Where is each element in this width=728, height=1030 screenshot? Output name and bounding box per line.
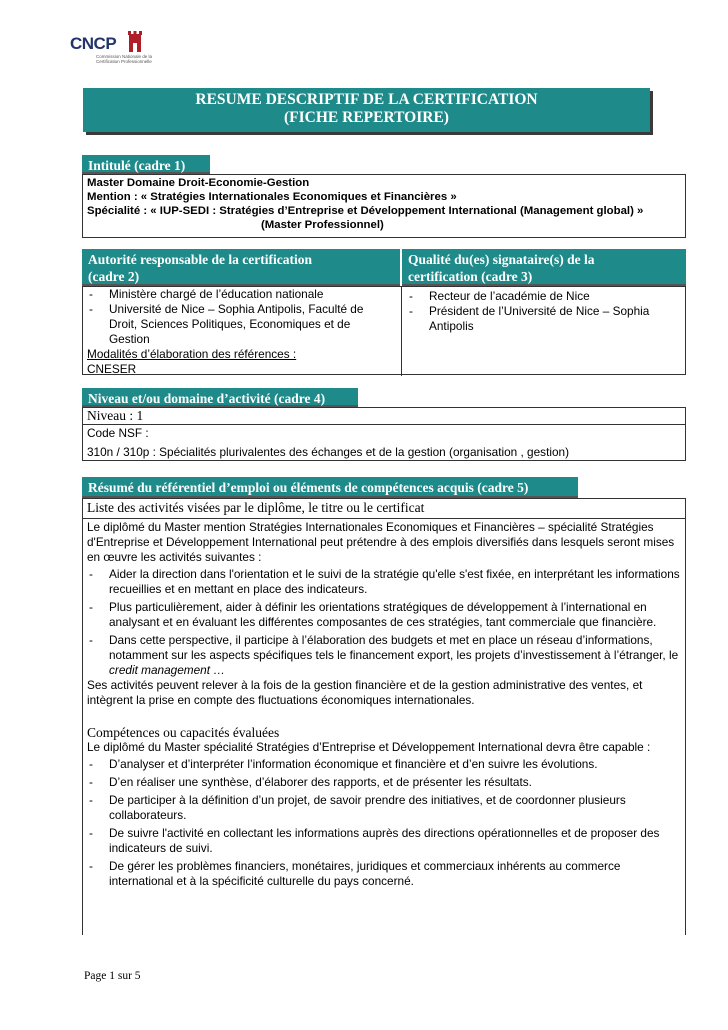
list-item: - Ministère chargé de l’éducation nationale — [87, 287, 393, 302]
cncp-logo — [70, 28, 160, 68]
document-title — [83, 88, 650, 132]
list-item: - Président de l’Université de Nice – Sophia Antipolis — [407, 304, 677, 334]
cadre2-content — [87, 287, 393, 377]
cadre4-content — [82, 407, 686, 461]
code-nsf-value: 310n / 310p : Spécialités plurivalentes des échanges et de la gestion (organisation , gestion) — [87, 445, 570, 459]
list-item: - De participer à la définition d’un projet, de savoir prendre des initiatives, et de coordonner plusieurs collaborateurs. — [87, 793, 681, 823]
activities-heading: Liste des activités visées par le diplôme, le titre ou le certificat — [83, 499, 685, 519]
column-divider — [401, 287, 402, 376]
list-item: - Université de Nice – Sophia Antipolis, Faculté de Droit, Sciences Politiques, Economiques et de Gestion — [87, 302, 393, 347]
cadre1-content — [82, 174, 686, 238]
logo-wordmark: CNCP — [70, 34, 117, 53]
title-line2: (FICHE REPERTOIRE) — [284, 109, 449, 126]
tower-icon — [126, 28, 144, 52]
cadre3-list — [407, 287, 677, 334]
cadre2-header: Autorité responsable de la certification (cadre 2) — [82, 249, 400, 286]
cadre4-header: Niveau et/ou domaine d’activité (cadre 4) — [82, 388, 358, 407]
activities-list — [87, 567, 681, 678]
list-item: - De gérer les problèmes financiers, monétaires, juridiques et commerciaux inhérents au commerce international et à la spécificité culturelle du pays concerné. — [87, 859, 681, 889]
list-item: - Dans cette perspective, il participe à l’élaboration des budgets et met en place un réseau d’informations, notamment sur les aspects spécifiques tels le financement export, les projets d’investissement à l’étranger, le credit management … — [87, 633, 681, 678]
cadre1-line1: Master Domaine Droit-Economie-Gestion — [87, 177, 310, 189]
list-item: - Plus particulièrement, aider à définir les orientations stratégiques de développement à l’international en analysant et en évaluant les différentes composantes de ces stratégies, tant commerciale que financière. — [87, 600, 681, 630]
modalites-value: CNESER — [87, 362, 137, 376]
list-item: - Recteur de l’académie de Nice — [407, 289, 677, 304]
competences-intro: Le diplômé du Master spécialité Stratégies d’Entreprise et Développement International devra être capable : — [87, 740, 651, 754]
competences-heading: Compétences ou capacités évaluées — [87, 725, 280, 740]
cadre5-content — [82, 498, 686, 935]
cadre23-header-row — [82, 249, 686, 286]
niveau: Niveau : 1 — [83, 408, 685, 425]
list-item: - De suivre l'activité en collectant les informations auprès des directions opérationnelles et de proposer des indicateurs de suivi. — [87, 826, 681, 856]
competences-list — [87, 757, 681, 889]
cadre1-line3: Spécialité : « IUP-SEDI : Stratégies d’Entreprise et Développement International (Management global) » — [87, 205, 644, 217]
page-number: Page 1 sur 5 — [84, 970, 141, 982]
cadre3-content — [407, 287, 677, 334]
cadre23-body — [82, 286, 686, 375]
cadre1-line4: (Master Professionnel) — [261, 219, 384, 231]
cadre1-line2: Mention : « Stratégies Internationales Economiques et Financières » — [87, 191, 457, 203]
activities-intro: Le diplômé du Master mention Stratégies Internationales Economiques et Financières – spécialité Stratégies d'Entreprise et Développement International peut prétendre à des emplois diversifiés dans lesquels seront mises en œuvre les activités suivantes : — [87, 520, 675, 564]
cadre3-header: Qualité du(es) signataire(s) de la certification (cadre 3) — [402, 249, 686, 286]
code-nsf-label: Code NSF : — [87, 426, 149, 440]
list-item: - Aider la direction dans l'orientation et le suivi de la stratégie qu'elle s'est fixée, en interprétant les informations recueillies et en mettant en place des indicateurs. — [87, 567, 681, 597]
cadre5-inner — [83, 519, 685, 890]
modalites-label: Modalités d’élaboration des références : — [87, 347, 297, 361]
cadre1-header: Intitulé (cadre 1) — [82, 155, 210, 174]
cadre2-list — [87, 287, 393, 347]
activities-outro: Ses activités peuvent relever à la fois de la gestion financière et de la gestion administrative des ventes, et intègrent la prise en compte des fluctuations économiques internationales. — [87, 678, 643, 707]
title-line1: RESUME DESCRIPTIF DE LA CERTIFICATION — [195, 91, 538, 108]
logo-subtitle: Commission Nationale de la Certification Professionnelle — [96, 54, 153, 64]
cadre5-header: Résumé du référentiel d’emploi ou éléments de compétences acquis (cadre 5) — [82, 477, 578, 498]
credit-management-italic: credit management … — [109, 663, 226, 677]
list-item: - D’analyser et d’interpréter l’information économique et financière et d’en suivre les évolutions. — [87, 757, 681, 772]
list-item: - D’en réaliser une synthèse, d’élaborer des rapports, et de présenter les résultats. — [87, 775, 681, 790]
